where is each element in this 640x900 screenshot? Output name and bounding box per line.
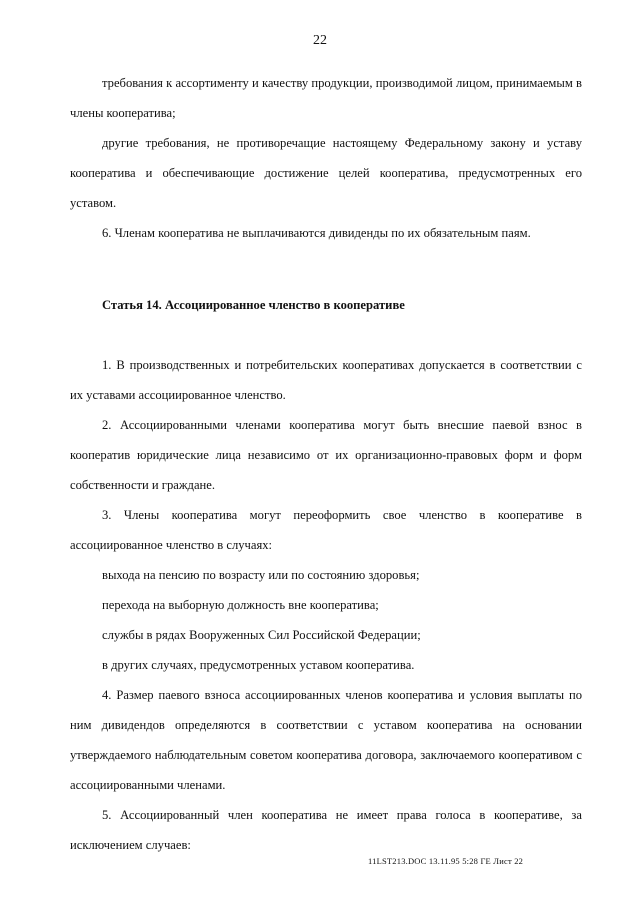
paragraph: 6. Членам кооператива не выплачиваются дивиденды по их обязательным паям. bbox=[102, 226, 531, 240]
list-item: службы в рядах Вооруженных Сил Российской Федерации; bbox=[102, 628, 421, 642]
document-footer: 11LST213.DOC 13.11.95 5:28 ГЕ Лист 22 bbox=[368, 856, 524, 866]
paragraph: 2. Ассоциированными членами кооператива могут быть внесшие паевой взнос в кооператив юридические лица независимо от их организационно-правовых форм и форм собственности и граждане. bbox=[70, 418, 582, 492]
paragraph: 4. Размер паевого взноса ассоциированных членов кооператива и условия выплаты по ним дивидендов определяются в соответствии с уставом кооператива на основании утверждаемого наблюдательным советом кооператива договора, заключаемого кооперативом с ассоциированными членами. bbox=[70, 688, 582, 792]
page-number: 22 bbox=[313, 33, 327, 48]
paragraph: 3. Члены кооператива могут переоформить свое членство в кооперативе в ассоциированное членство в случаях: bbox=[70, 508, 582, 552]
list-item: в других случаях, предусмотренных уставом кооператива. bbox=[102, 658, 415, 672]
paragraph: требования к ассортименту и качеству продукции, производимой лицом, принимаемым в члены кооператива; bbox=[70, 76, 582, 120]
paragraph: другие требования, не противоречащие настоящему Федеральному закону и уставу кооператива и обеспечивающие достижение целей кооператива, предусмотренных его уставом. bbox=[70, 136, 582, 210]
paragraph: 1. В производственных и потребительских кооперативах допускается в соответствии с их уставами ассоциированное членство. bbox=[70, 358, 582, 402]
list-item: выхода на пенсию по возрасту или по состоянию здоровья; bbox=[102, 568, 420, 582]
document-body bbox=[70, 68, 582, 860]
list-item: перехода на выборную должность вне кооператива; bbox=[102, 598, 379, 612]
paragraph: 5. Ассоциированный член кооператива не имеет права голоса в кооперативе, за исключением случаев: bbox=[70, 808, 582, 852]
article-heading: Статья 14. Ассоциированное членство в кооперативе bbox=[102, 298, 405, 312]
